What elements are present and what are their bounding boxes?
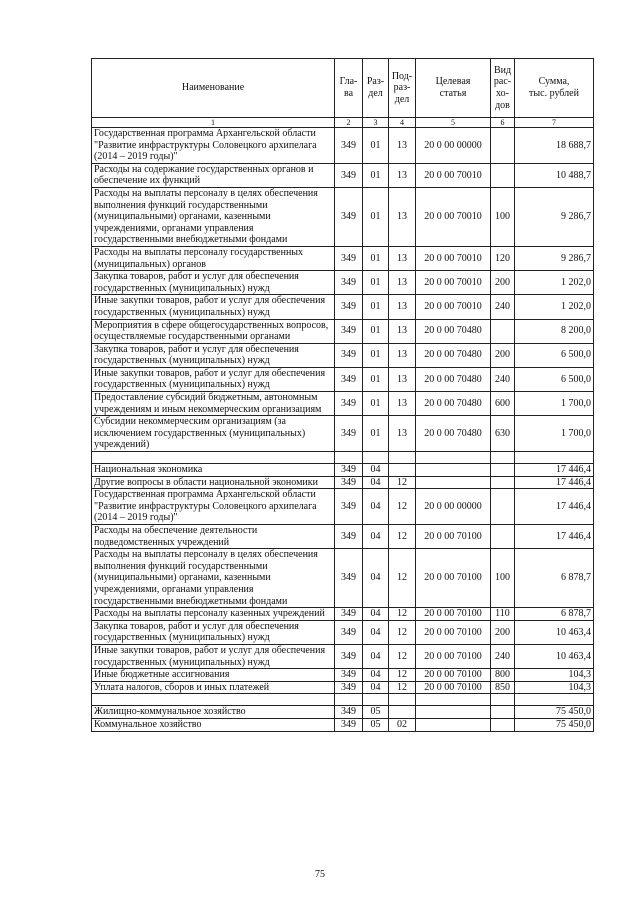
cell-vid: 200: [491, 343, 515, 367]
cell-vid: [491, 163, 515, 187]
cell-target: 20 0 00 00000: [416, 128, 491, 164]
header-target: Целевая статья: [416, 59, 491, 118]
table-row: [92, 319, 594, 343]
cell-glava: 349: [335, 416, 363, 452]
cell-podrazdel: 12: [389, 681, 416, 694]
column-index: 4: [389, 118, 416, 128]
cell-podrazdel: 13: [389, 392, 416, 416]
header-vid: Вид рас- хо- дов: [491, 59, 515, 118]
cell-name: Уплата налогов, сборов и иных платежей: [92, 681, 335, 694]
cell-name: Национальная экономика: [92, 464, 335, 477]
cell-podrazdel: 13: [389, 416, 416, 452]
cell-target: [416, 464, 491, 477]
table-row: [92, 718, 594, 731]
cell-vid: 240: [491, 644, 515, 668]
cell-name: [92, 452, 335, 464]
cell-glava: [335, 452, 363, 464]
cell-name: [92, 694, 335, 706]
table-row: [92, 163, 594, 187]
cell-sum: 17 446,4: [515, 525, 594, 549]
cell-sum: 1 202,0: [515, 295, 594, 319]
cell-razdel: 04: [363, 669, 389, 682]
cell-sum: [515, 452, 594, 464]
cell-razdel: 05: [363, 718, 389, 731]
cell-glava: 349: [335, 476, 363, 489]
table-row: [92, 669, 594, 682]
cell-vid: 630: [491, 416, 515, 452]
cell-target: [416, 694, 491, 706]
cell-vid: [491, 706, 515, 719]
cell-sum: 104,3: [515, 681, 594, 694]
table-row: [92, 620, 594, 644]
column-index: 3: [363, 118, 389, 128]
cell-target: 20 0 00 70480: [416, 367, 491, 391]
cell-target: 20 0 00 70100: [416, 525, 491, 549]
budget-table: [91, 58, 594, 732]
table-row: [92, 525, 594, 549]
header-sum: Сумма, тыс. рублей: [515, 59, 594, 118]
cell-target: 20 0 00 70480: [416, 392, 491, 416]
column-index: 2: [335, 118, 363, 128]
cell-sum: 75 450,0: [515, 718, 594, 731]
cell-vid: 800: [491, 669, 515, 682]
cell-name: Жилищно-коммунальное хозяйство: [92, 706, 335, 719]
cell-target: 20 0 00 70010: [416, 246, 491, 270]
cell-razdel: 04: [363, 476, 389, 489]
column-index: 1: [92, 118, 335, 128]
cell-razdel: 04: [363, 644, 389, 668]
cell-glava: 349: [335, 681, 363, 694]
cell-podrazdel: [389, 464, 416, 477]
cell-sum: 1 700,0: [515, 392, 594, 416]
cell-podrazdel: 13: [389, 319, 416, 343]
cell-glava: 349: [335, 549, 363, 608]
cell-name: Закупка товаров, работ и услуг для обеспечения государственных (муниципальных) нужд: [92, 620, 335, 644]
table-header-row: [92, 59, 594, 118]
cell-target: 20 0 00 70010: [416, 187, 491, 246]
cell-vid: 100: [491, 549, 515, 608]
header-name: Наименование: [92, 59, 335, 118]
cell-podrazdel: 12: [389, 644, 416, 668]
cell-target: 20 0 00 70480: [416, 319, 491, 343]
table-row: [92, 128, 594, 164]
cell-glava: 349: [335, 392, 363, 416]
table-row: [92, 706, 594, 719]
table-row: [92, 681, 594, 694]
cell-vid: 100: [491, 187, 515, 246]
cell-sum: 10 463,4: [515, 620, 594, 644]
table-row: [92, 608, 594, 621]
cell-podrazdel: 13: [389, 343, 416, 367]
cell-vid: 110: [491, 608, 515, 621]
cell-razdel: 04: [363, 681, 389, 694]
column-index: 7: [515, 118, 594, 128]
cell-sum: 6 500,0: [515, 343, 594, 367]
blank-row: [92, 452, 594, 464]
cell-glava: 349: [335, 367, 363, 391]
cell-vid: [491, 525, 515, 549]
blank-row: [92, 694, 594, 706]
cell-podrazdel: [389, 694, 416, 706]
cell-razdel: 01: [363, 367, 389, 391]
cell-podrazdel: 13: [389, 367, 416, 391]
column-index-row: [92, 118, 594, 128]
cell-sum: 10 488,7: [515, 163, 594, 187]
table-row: [92, 644, 594, 668]
cell-target: 20 0 00 70100: [416, 620, 491, 644]
cell-sum: 18 688,7: [515, 128, 594, 164]
cell-podrazdel: 12: [389, 608, 416, 621]
cell-razdel: 01: [363, 295, 389, 319]
cell-glava: 349: [335, 163, 363, 187]
cell-sum: 17 446,4: [515, 489, 594, 525]
cell-sum: 8 200,0: [515, 319, 594, 343]
cell-sum: 9 286,7: [515, 246, 594, 270]
cell-razdel: 01: [363, 187, 389, 246]
cell-target: 20 0 00 70100: [416, 681, 491, 694]
table-row: [92, 343, 594, 367]
cell-name: Иные закупки товаров, работ и услуг для обеспечения государственных (муниципальных) нужд: [92, 367, 335, 391]
cell-vid: [491, 464, 515, 477]
cell-glava: 349: [335, 669, 363, 682]
header-glava: Гла- ва: [335, 59, 363, 118]
table-row: [92, 416, 594, 452]
cell-target: [416, 718, 491, 731]
table-row: [92, 489, 594, 525]
cell-razdel: 01: [363, 319, 389, 343]
cell-glava: 349: [335, 706, 363, 719]
cell-name: Государственная программа Архангельской области "Развитие инфраструктуры Соловецкого архипелага (2014 – 2019 годы)": [92, 489, 335, 525]
cell-glava: 349: [335, 489, 363, 525]
cell-glava: 349: [335, 620, 363, 644]
cell-name: Мероприятия в сфере общегосударственных вопросов, осуществляемые государственными органами: [92, 319, 335, 343]
cell-target: 20 0 00 70100: [416, 608, 491, 621]
cell-podrazdel: 12: [389, 620, 416, 644]
cell-target: [416, 452, 491, 464]
cell-podrazdel: 13: [389, 295, 416, 319]
cell-razdel: 04: [363, 525, 389, 549]
cell-name: Иные бюджетные ассигнования: [92, 669, 335, 682]
cell-name: Расходы на содержание государственных органов и обеспечение их функций: [92, 163, 335, 187]
cell-vid: [491, 476, 515, 489]
cell-razdel: 01: [363, 163, 389, 187]
cell-name: Закупка товаров, работ и услуг для обеспечения государственных (муниципальных) нужд: [92, 343, 335, 367]
cell-podrazdel: 12: [389, 489, 416, 525]
cell-vid: [491, 452, 515, 464]
cell-podrazdel: 13: [389, 271, 416, 295]
table-row: [92, 246, 594, 270]
cell-glava: 349: [335, 343, 363, 367]
cell-target: [416, 476, 491, 489]
cell-podrazdel: 12: [389, 476, 416, 489]
column-index: 6: [491, 118, 515, 128]
cell-sum: 17 446,4: [515, 476, 594, 489]
cell-glava: 349: [335, 295, 363, 319]
cell-name: Расходы на обеспечение деятельности подведомственных учреждений: [92, 525, 335, 549]
cell-name: Государственная программа Архангельской области "Развитие инфраструктуры Соловецкого архипелага (2014 – 2019 годы)": [92, 128, 335, 164]
cell-glava: [335, 694, 363, 706]
cell-vid: 600: [491, 392, 515, 416]
cell-podrazdel: 12: [389, 669, 416, 682]
cell-name: Расходы на выплаты персоналу казенных учреждений: [92, 608, 335, 621]
cell-glava: 349: [335, 319, 363, 343]
cell-razdel: 04: [363, 464, 389, 477]
table-row: [92, 549, 594, 608]
cell-name: Расходы на выплаты персоналу в целях обеспечения выполнения функций государственными (муниципальными) органами, казенными учреждениями, органами управления государственными внебюджетными фондами: [92, 549, 335, 608]
cell-razdel: 04: [363, 620, 389, 644]
cell-target: 20 0 00 70010: [416, 271, 491, 295]
cell-sum: 6 878,7: [515, 608, 594, 621]
cell-name: Предоставление субсидий бюджетным, автономным учреждениям и иным некоммерческим организациям: [92, 392, 335, 416]
cell-name: Субсидии некоммерческим организациям (за исключением государственных (муниципальных) учреждений): [92, 416, 335, 452]
cell-glava: 349: [335, 525, 363, 549]
cell-name: Другие вопросы в области национальной экономики: [92, 476, 335, 489]
cell-razdel: [363, 694, 389, 706]
cell-razdel: 04: [363, 489, 389, 525]
cell-target: [416, 706, 491, 719]
cell-podrazdel: 13: [389, 187, 416, 246]
cell-sum: 1 202,0: [515, 271, 594, 295]
cell-razdel: 01: [363, 128, 389, 164]
table-row: [92, 392, 594, 416]
cell-vid: 850: [491, 681, 515, 694]
table-row: [92, 295, 594, 319]
cell-target: 20 0 00 70480: [416, 343, 491, 367]
header-razdel: Раз- дел: [363, 59, 389, 118]
cell-razdel: 04: [363, 608, 389, 621]
table-row: [92, 367, 594, 391]
cell-razdel: 01: [363, 392, 389, 416]
cell-vid: 120: [491, 246, 515, 270]
cell-razdel: 04: [363, 549, 389, 608]
cell-razdel: 01: [363, 246, 389, 270]
cell-vid: [491, 319, 515, 343]
cell-podrazdel: 12: [389, 549, 416, 608]
table-row: [92, 187, 594, 246]
cell-sum: [515, 694, 594, 706]
cell-vid: [491, 694, 515, 706]
cell-glava: 349: [335, 246, 363, 270]
page-number: 75: [315, 869, 325, 880]
cell-target: 20 0 00 70480: [416, 416, 491, 452]
cell-sum: 1 700,0: [515, 416, 594, 452]
table-row: [92, 271, 594, 295]
cell-vid: [491, 718, 515, 731]
cell-name: Коммунальное хозяйство: [92, 718, 335, 731]
table-row: [92, 476, 594, 489]
cell-name: Расходы на выплаты персоналу государственных (муниципальных) органов: [92, 246, 335, 270]
cell-glava: 349: [335, 271, 363, 295]
cell-sum: 6 500,0: [515, 367, 594, 391]
cell-sum: 6 878,7: [515, 549, 594, 608]
cell-sum: 104,3: [515, 669, 594, 682]
header-podrazdel: Под- раз- дел: [389, 59, 416, 118]
table-body: [92, 128, 594, 732]
cell-sum: 75 450,0: [515, 706, 594, 719]
cell-podrazdel: 02: [389, 718, 416, 731]
cell-glava: 349: [335, 187, 363, 246]
cell-podrazdel: 13: [389, 163, 416, 187]
cell-razdel: 05: [363, 706, 389, 719]
cell-razdel: [363, 452, 389, 464]
cell-glava: 349: [335, 608, 363, 621]
cell-target: 20 0 00 70010: [416, 295, 491, 319]
cell-podrazdel: 13: [389, 128, 416, 164]
cell-razdel: 01: [363, 343, 389, 367]
cell-sum: 10 463,4: [515, 644, 594, 668]
cell-sum: 9 286,7: [515, 187, 594, 246]
cell-razdel: 01: [363, 271, 389, 295]
cell-name: Закупка товаров, работ и услуг для обеспечения государственных (муниципальных) нужд: [92, 271, 335, 295]
cell-name: Иные закупки товаров, работ и услуг для обеспечения государственных (муниципальных) нужд: [92, 644, 335, 668]
cell-target: 20 0 00 00000: [416, 489, 491, 525]
cell-sum: 17 446,4: [515, 464, 594, 477]
cell-target: 20 0 00 70100: [416, 549, 491, 608]
table-row: [92, 464, 594, 477]
cell-name: Иные закупки товаров, работ и услуг для обеспечения государственных (муниципальных) нужд: [92, 295, 335, 319]
cell-vid: 240: [491, 367, 515, 391]
cell-target: 20 0 00 70010: [416, 163, 491, 187]
cell-vid: [491, 489, 515, 525]
cell-glava: 349: [335, 128, 363, 164]
cell-podrazdel: [389, 706, 416, 719]
column-index: 5: [416, 118, 491, 128]
cell-podrazdel: [389, 452, 416, 464]
cell-vid: 240: [491, 295, 515, 319]
cell-glava: 349: [335, 644, 363, 668]
cell-glava: 349: [335, 464, 363, 477]
cell-razdel: 01: [363, 416, 389, 452]
cell-target: 20 0 00 70100: [416, 669, 491, 682]
cell-name: Расходы на выплаты персоналу в целях обеспечения выполнения функций государственными (муниципальными) органами, казенными учреждениями, органами управления государственными внебюджетными фондами: [92, 187, 335, 246]
cell-glava: 349: [335, 718, 363, 731]
cell-target: 20 0 00 70100: [416, 644, 491, 668]
cell-vid: 200: [491, 271, 515, 295]
cell-podrazdel: 13: [389, 246, 416, 270]
cell-podrazdel: 12: [389, 525, 416, 549]
cell-vid: 200: [491, 620, 515, 644]
cell-vid: [491, 128, 515, 164]
